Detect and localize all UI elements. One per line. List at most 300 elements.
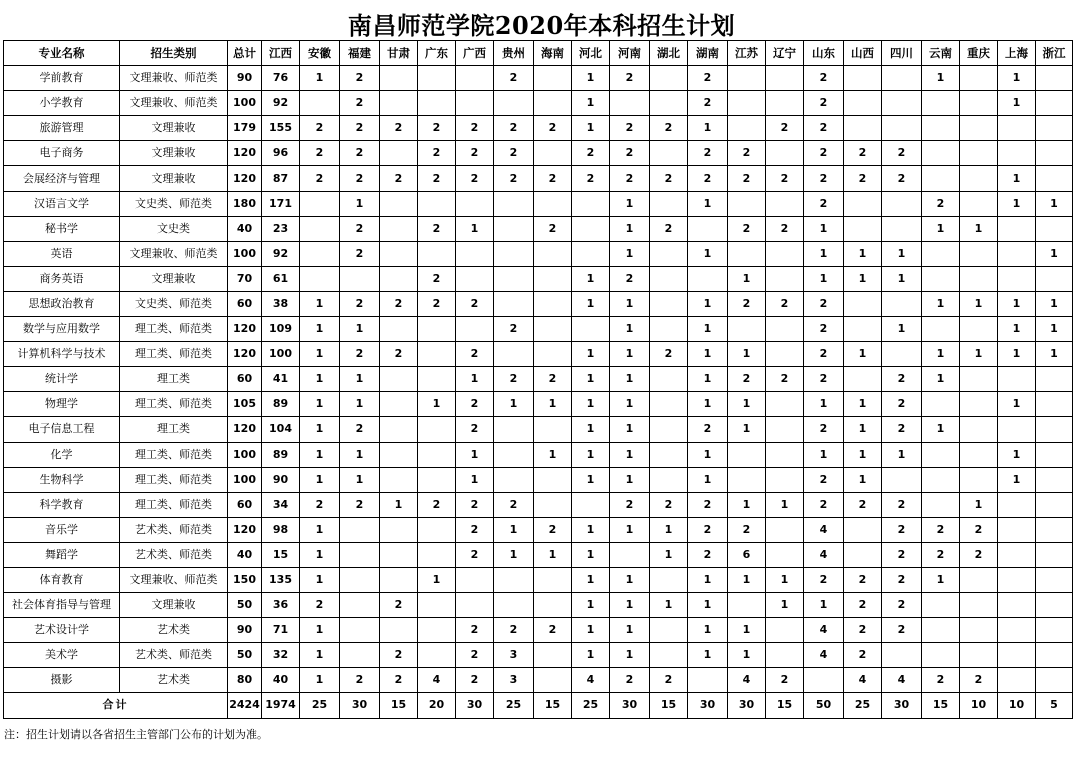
quota-cell: 2 bbox=[300, 116, 340, 141]
quota-cell bbox=[960, 392, 998, 417]
quota-cell: 2 bbox=[844, 567, 882, 592]
quota-cell bbox=[534, 317, 572, 342]
column-header: 四川 bbox=[882, 41, 922, 66]
quota-cell: 1 bbox=[610, 567, 650, 592]
quota-cell: 1 bbox=[572, 291, 610, 316]
quota-cell bbox=[766, 442, 804, 467]
quota-cell bbox=[300, 91, 340, 116]
quota-cell: 2 bbox=[534, 216, 572, 241]
quota-cell: 1 bbox=[610, 467, 650, 492]
quota-cell bbox=[494, 291, 534, 316]
quota-cell bbox=[960, 166, 998, 191]
quota-cell: 1 bbox=[572, 567, 610, 592]
quota-cell bbox=[728, 91, 766, 116]
quota-cell: 2 bbox=[804, 342, 844, 367]
quota-cell: 120 bbox=[228, 342, 262, 367]
column-header: 专业名称 bbox=[4, 41, 120, 66]
quota-cell: 1 bbox=[882, 241, 922, 266]
quota-cell: 92 bbox=[262, 91, 300, 116]
quota-cell: 2 bbox=[882, 517, 922, 542]
quota-cell bbox=[1036, 166, 1073, 191]
quota-cell: 109 bbox=[262, 317, 300, 342]
quota-cell: 1 bbox=[882, 442, 922, 467]
quota-cell: 2 bbox=[610, 266, 650, 291]
quota-cell bbox=[650, 392, 688, 417]
quota-cell bbox=[1036, 392, 1073, 417]
quota-cell bbox=[960, 317, 998, 342]
quota-cell: 105 bbox=[228, 392, 262, 417]
quota-cell bbox=[380, 317, 418, 342]
category-cell: 理工类 bbox=[120, 417, 228, 442]
quota-cell bbox=[844, 291, 882, 316]
quota-cell: 2 bbox=[766, 291, 804, 316]
quota-cell bbox=[844, 191, 882, 216]
table-row bbox=[4, 116, 1073, 141]
quota-cell bbox=[418, 91, 456, 116]
quota-cell: 3 bbox=[494, 668, 534, 693]
quota-cell bbox=[534, 668, 572, 693]
quota-cell: 2 bbox=[610, 116, 650, 141]
quota-cell bbox=[572, 241, 610, 266]
quota-cell: 36 bbox=[262, 593, 300, 618]
quota-cell: 1 bbox=[300, 668, 340, 693]
quota-cell bbox=[380, 191, 418, 216]
quota-cell: 50 bbox=[228, 643, 262, 668]
quota-cell: 1 bbox=[418, 567, 456, 592]
column-header: 湖南 bbox=[688, 41, 728, 66]
major-name-cell: 会展经济与管理 bbox=[4, 166, 120, 191]
quota-cell: 2 bbox=[804, 116, 844, 141]
quota-cell bbox=[1036, 492, 1073, 517]
quota-cell bbox=[998, 618, 1036, 643]
category-cell: 理工类 bbox=[120, 367, 228, 392]
quota-cell: 2 bbox=[340, 492, 380, 517]
quota-cell: 2 bbox=[688, 542, 728, 567]
quota-cell: 2 bbox=[844, 618, 882, 643]
quota-cell: 1 bbox=[456, 442, 494, 467]
quota-cell: 180 bbox=[228, 191, 262, 216]
total-cell: 15 bbox=[922, 693, 960, 718]
quota-cell bbox=[650, 467, 688, 492]
quota-cell: 1 bbox=[688, 116, 728, 141]
column-header: 山东 bbox=[804, 41, 844, 66]
quota-cell: 2 bbox=[804, 492, 844, 517]
table-row bbox=[4, 342, 1073, 367]
quota-cell bbox=[380, 467, 418, 492]
table-row bbox=[4, 542, 1073, 567]
table-row bbox=[4, 66, 1073, 91]
quota-cell bbox=[998, 116, 1036, 141]
quota-cell bbox=[380, 66, 418, 91]
quota-cell: 1 bbox=[882, 266, 922, 291]
quota-cell: 1 bbox=[300, 442, 340, 467]
column-header: 辽宁 bbox=[766, 41, 804, 66]
quota-cell bbox=[380, 266, 418, 291]
quota-cell: 2 bbox=[882, 166, 922, 191]
total-cell: 30 bbox=[688, 693, 728, 718]
quota-cell: 32 bbox=[262, 643, 300, 668]
quota-cell: 15 bbox=[262, 542, 300, 567]
quota-cell: 2 bbox=[456, 517, 494, 542]
quota-cell: 2 bbox=[380, 166, 418, 191]
quota-cell: 150 bbox=[228, 567, 262, 592]
quota-cell bbox=[728, 317, 766, 342]
quota-cell: 2 bbox=[494, 141, 534, 166]
quota-cell bbox=[960, 266, 998, 291]
quota-cell bbox=[844, 216, 882, 241]
quota-cell: 1 bbox=[456, 216, 494, 241]
quota-cell: 1 bbox=[844, 266, 882, 291]
quota-cell bbox=[380, 542, 418, 567]
quota-cell: 4 bbox=[418, 668, 456, 693]
quota-cell bbox=[418, 317, 456, 342]
quota-cell: 1 bbox=[300, 467, 340, 492]
total-cell: 1974 bbox=[262, 693, 300, 718]
quota-cell: 2 bbox=[844, 141, 882, 166]
quota-cell: 1 bbox=[610, 593, 650, 618]
quota-cell: 1 bbox=[998, 442, 1036, 467]
quota-cell bbox=[882, 116, 922, 141]
major-name-cell: 音乐学 bbox=[4, 517, 120, 542]
quota-cell bbox=[534, 643, 572, 668]
quota-cell: 1 bbox=[998, 91, 1036, 116]
quota-cell: 1 bbox=[1036, 342, 1073, 367]
quota-cell: 2 bbox=[456, 141, 494, 166]
quota-cell bbox=[572, 191, 610, 216]
quota-cell: 2 bbox=[650, 342, 688, 367]
quota-cell: 1 bbox=[960, 342, 998, 367]
quota-cell: 2 bbox=[572, 166, 610, 191]
quota-cell bbox=[728, 442, 766, 467]
column-header: 浙江 bbox=[1036, 41, 1073, 66]
quota-cell: 120 bbox=[228, 517, 262, 542]
quota-cell: 100 bbox=[228, 442, 262, 467]
quota-cell: 1 bbox=[572, 417, 610, 442]
quota-cell: 1 bbox=[688, 367, 728, 392]
quota-cell: 3 bbox=[494, 643, 534, 668]
quota-cell: 1 bbox=[844, 467, 882, 492]
quota-cell bbox=[766, 542, 804, 567]
column-header: 广西 bbox=[456, 41, 494, 66]
quota-cell bbox=[882, 342, 922, 367]
major-name-cell: 生物科学 bbox=[4, 467, 120, 492]
quota-cell bbox=[688, 266, 728, 291]
quota-cell: 135 bbox=[262, 567, 300, 592]
category-cell: 理工类、师范类 bbox=[120, 317, 228, 342]
quota-cell: 1 bbox=[688, 317, 728, 342]
quota-cell: 1 bbox=[300, 367, 340, 392]
category-cell: 文史类 bbox=[120, 216, 228, 241]
quota-cell bbox=[998, 141, 1036, 166]
quota-cell: 96 bbox=[262, 141, 300, 166]
quota-cell bbox=[882, 291, 922, 316]
major-name-cell: 摄影 bbox=[4, 668, 120, 693]
quota-cell: 1 bbox=[998, 291, 1036, 316]
quota-cell: 2 bbox=[844, 593, 882, 618]
quota-cell bbox=[534, 191, 572, 216]
quota-cell: 2 bbox=[728, 517, 766, 542]
table-row bbox=[4, 618, 1073, 643]
quota-cell: 2 bbox=[844, 643, 882, 668]
quota-cell bbox=[650, 66, 688, 91]
quota-cell bbox=[922, 241, 960, 266]
quota-cell bbox=[922, 317, 960, 342]
category-cell: 艺术类、师范类 bbox=[120, 517, 228, 542]
quota-cell: 1 bbox=[610, 643, 650, 668]
quota-cell bbox=[998, 593, 1036, 618]
quota-cell: 2 bbox=[418, 116, 456, 141]
quota-cell: 1 bbox=[340, 191, 380, 216]
quota-cell bbox=[804, 668, 844, 693]
quota-cell: 1 bbox=[960, 492, 998, 517]
quota-cell: 1 bbox=[340, 367, 380, 392]
quota-cell: 1 bbox=[300, 618, 340, 643]
quota-cell bbox=[1036, 517, 1073, 542]
quota-cell: 2 bbox=[804, 141, 844, 166]
quota-cell bbox=[998, 216, 1036, 241]
quota-cell bbox=[380, 517, 418, 542]
quota-cell bbox=[610, 542, 650, 567]
quota-cell: 1 bbox=[922, 567, 960, 592]
quota-cell: 4 bbox=[804, 517, 844, 542]
column-header: 江西 bbox=[262, 41, 300, 66]
quota-cell bbox=[494, 593, 534, 618]
quota-cell bbox=[494, 266, 534, 291]
quota-cell bbox=[998, 266, 1036, 291]
quota-cell bbox=[300, 191, 340, 216]
quota-cell bbox=[494, 342, 534, 367]
quota-cell: 1 bbox=[300, 643, 340, 668]
quota-cell: 2 bbox=[456, 542, 494, 567]
quota-cell bbox=[882, 91, 922, 116]
total-cell: 30 bbox=[728, 693, 766, 718]
quota-cell: 2 bbox=[300, 166, 340, 191]
quota-cell: 2 bbox=[456, 643, 494, 668]
quota-cell bbox=[844, 91, 882, 116]
quota-cell bbox=[650, 291, 688, 316]
quota-cell: 1 bbox=[1036, 291, 1073, 316]
quota-cell: 60 bbox=[228, 492, 262, 517]
category-cell: 文理兼收 bbox=[120, 166, 228, 191]
quota-cell: 1 bbox=[1036, 317, 1073, 342]
quota-cell bbox=[456, 241, 494, 266]
total-cell: 15 bbox=[766, 693, 804, 718]
quota-cell bbox=[844, 116, 882, 141]
quota-cell bbox=[1036, 593, 1073, 618]
quota-cell bbox=[380, 442, 418, 467]
quota-cell bbox=[998, 241, 1036, 266]
quota-cell: 2 bbox=[882, 141, 922, 166]
quota-cell: 2 bbox=[534, 517, 572, 542]
quota-cell bbox=[650, 367, 688, 392]
quota-cell: 2 bbox=[650, 216, 688, 241]
quota-cell bbox=[418, 417, 456, 442]
footnote: 注：招生计划请以各省招生主管部门公布的计划为准。 bbox=[4, 728, 268, 741]
quota-cell: 2 bbox=[340, 291, 380, 316]
quota-cell bbox=[456, 66, 494, 91]
quota-cell: 38 bbox=[262, 291, 300, 316]
table-row bbox=[4, 442, 1073, 467]
quota-cell bbox=[960, 442, 998, 467]
table-row bbox=[4, 367, 1073, 392]
quota-cell bbox=[418, 367, 456, 392]
quota-cell: 1 bbox=[572, 342, 610, 367]
table-row bbox=[4, 668, 1073, 693]
quota-cell: 1 bbox=[922, 367, 960, 392]
quota-cell: 4 bbox=[804, 618, 844, 643]
quota-cell: 1 bbox=[300, 542, 340, 567]
total-cell: 25 bbox=[494, 693, 534, 718]
category-cell: 艺术类、师范类 bbox=[120, 643, 228, 668]
quota-cell bbox=[534, 593, 572, 618]
quota-cell: 2 bbox=[380, 291, 418, 316]
quota-cell: 2 bbox=[688, 91, 728, 116]
quota-cell bbox=[494, 467, 534, 492]
quota-cell bbox=[1036, 216, 1073, 241]
category-cell: 艺术类、师范类 bbox=[120, 542, 228, 567]
quota-cell: 4 bbox=[572, 668, 610, 693]
major-name-cell: 科学教育 bbox=[4, 492, 120, 517]
quota-cell: 2 bbox=[534, 166, 572, 191]
quota-cell bbox=[844, 66, 882, 91]
quota-cell bbox=[922, 492, 960, 517]
category-cell: 文理兼收 bbox=[120, 593, 228, 618]
quota-cell: 89 bbox=[262, 442, 300, 467]
category-cell: 文理兼收、师范类 bbox=[120, 91, 228, 116]
quota-cell bbox=[494, 417, 534, 442]
table-row bbox=[4, 216, 1073, 241]
quota-cell: 1 bbox=[728, 618, 766, 643]
quota-cell: 2 bbox=[340, 116, 380, 141]
quota-cell: 1 bbox=[572, 618, 610, 643]
quota-cell bbox=[998, 492, 1036, 517]
quota-cell: 2 bbox=[882, 567, 922, 592]
major-name-cell: 电子信息工程 bbox=[4, 417, 120, 442]
quota-cell bbox=[340, 643, 380, 668]
quota-cell bbox=[998, 417, 1036, 442]
quota-cell: 2 bbox=[766, 216, 804, 241]
quota-cell: 1 bbox=[922, 66, 960, 91]
page-title: 南昌师范学院2020年本科招生计划 bbox=[347, 11, 736, 40]
quota-cell: 50 bbox=[228, 593, 262, 618]
quota-cell: 2 bbox=[380, 668, 418, 693]
category-cell: 文理兼收、师范类 bbox=[120, 241, 228, 266]
quota-cell: 2 bbox=[728, 216, 766, 241]
quota-cell: 1 bbox=[728, 392, 766, 417]
quota-cell: 171 bbox=[262, 191, 300, 216]
quota-cell: 2 bbox=[494, 116, 534, 141]
quota-cell: 1 bbox=[572, 91, 610, 116]
quota-cell: 2 bbox=[456, 342, 494, 367]
quota-cell bbox=[572, 216, 610, 241]
quota-cell bbox=[960, 191, 998, 216]
quota-cell: 92 bbox=[262, 241, 300, 266]
quota-cell bbox=[418, 593, 456, 618]
column-header: 招生类别 bbox=[120, 41, 228, 66]
table-row bbox=[4, 467, 1073, 492]
table-row bbox=[4, 643, 1073, 668]
quota-cell: 1 bbox=[300, 417, 340, 442]
quota-cell: 2 bbox=[804, 66, 844, 91]
quota-cell: 2 bbox=[804, 367, 844, 392]
major-name-cell: 秘书学 bbox=[4, 216, 120, 241]
quota-cell: 2 bbox=[380, 116, 418, 141]
quota-cell: 1 bbox=[998, 392, 1036, 417]
quota-cell: 1 bbox=[922, 342, 960, 367]
column-header: 河北 bbox=[572, 41, 610, 66]
category-cell: 文史类、师范类 bbox=[120, 291, 228, 316]
quota-cell: 2 bbox=[882, 542, 922, 567]
category-cell: 文理兼收、师范类 bbox=[120, 66, 228, 91]
table-row bbox=[4, 593, 1073, 618]
quota-cell bbox=[650, 643, 688, 668]
quota-cell bbox=[456, 191, 494, 216]
category-cell: 艺术类 bbox=[120, 668, 228, 693]
quota-cell bbox=[960, 241, 998, 266]
quota-cell bbox=[728, 66, 766, 91]
quota-cell: 1 bbox=[1036, 241, 1073, 266]
quota-cell: 2 bbox=[494, 492, 534, 517]
quota-cell bbox=[882, 643, 922, 668]
quota-cell: 1 bbox=[922, 291, 960, 316]
quota-cell bbox=[766, 66, 804, 91]
quota-cell: 2 bbox=[922, 542, 960, 567]
quota-cell bbox=[380, 216, 418, 241]
quota-cell bbox=[882, 66, 922, 91]
quota-cell: 2 bbox=[688, 492, 728, 517]
quota-cell: 1 bbox=[922, 417, 960, 442]
quota-cell: 1 bbox=[610, 191, 650, 216]
major-name-cell: 小学教育 bbox=[4, 91, 120, 116]
quota-cell: 100 bbox=[262, 342, 300, 367]
quota-cell: 120 bbox=[228, 141, 262, 166]
total-cell: 10 bbox=[998, 693, 1036, 718]
quota-cell bbox=[960, 643, 998, 668]
quota-cell bbox=[340, 542, 380, 567]
quota-cell: 1 bbox=[688, 342, 728, 367]
quota-cell bbox=[1036, 266, 1073, 291]
quota-cell: 2 bbox=[534, 116, 572, 141]
major-name-cell: 统计学 bbox=[4, 367, 120, 392]
quota-cell bbox=[494, 567, 534, 592]
quota-cell bbox=[572, 492, 610, 517]
quota-cell bbox=[998, 668, 1036, 693]
quota-cell bbox=[728, 467, 766, 492]
quota-cell bbox=[534, 342, 572, 367]
quota-cell: 1 bbox=[688, 392, 728, 417]
quota-cell: 2 bbox=[922, 517, 960, 542]
quota-cell bbox=[534, 417, 572, 442]
quota-cell: 2 bbox=[882, 367, 922, 392]
quota-cell bbox=[650, 567, 688, 592]
quota-cell: 2 bbox=[534, 618, 572, 643]
quota-cell: 2 bbox=[572, 141, 610, 166]
quota-cell bbox=[922, 141, 960, 166]
quota-cell bbox=[418, 66, 456, 91]
quota-cell bbox=[960, 593, 998, 618]
quota-cell: 4 bbox=[804, 542, 844, 567]
quota-cell: 2 bbox=[456, 166, 494, 191]
quota-cell bbox=[960, 91, 998, 116]
category-cell: 理工类、师范类 bbox=[120, 442, 228, 467]
quota-cell: 179 bbox=[228, 116, 262, 141]
quota-cell bbox=[766, 91, 804, 116]
quota-cell bbox=[960, 567, 998, 592]
quota-cell bbox=[1036, 542, 1073, 567]
total-cell: 25 bbox=[844, 693, 882, 718]
quota-cell: 2 bbox=[804, 191, 844, 216]
quota-cell: 40 bbox=[228, 542, 262, 567]
